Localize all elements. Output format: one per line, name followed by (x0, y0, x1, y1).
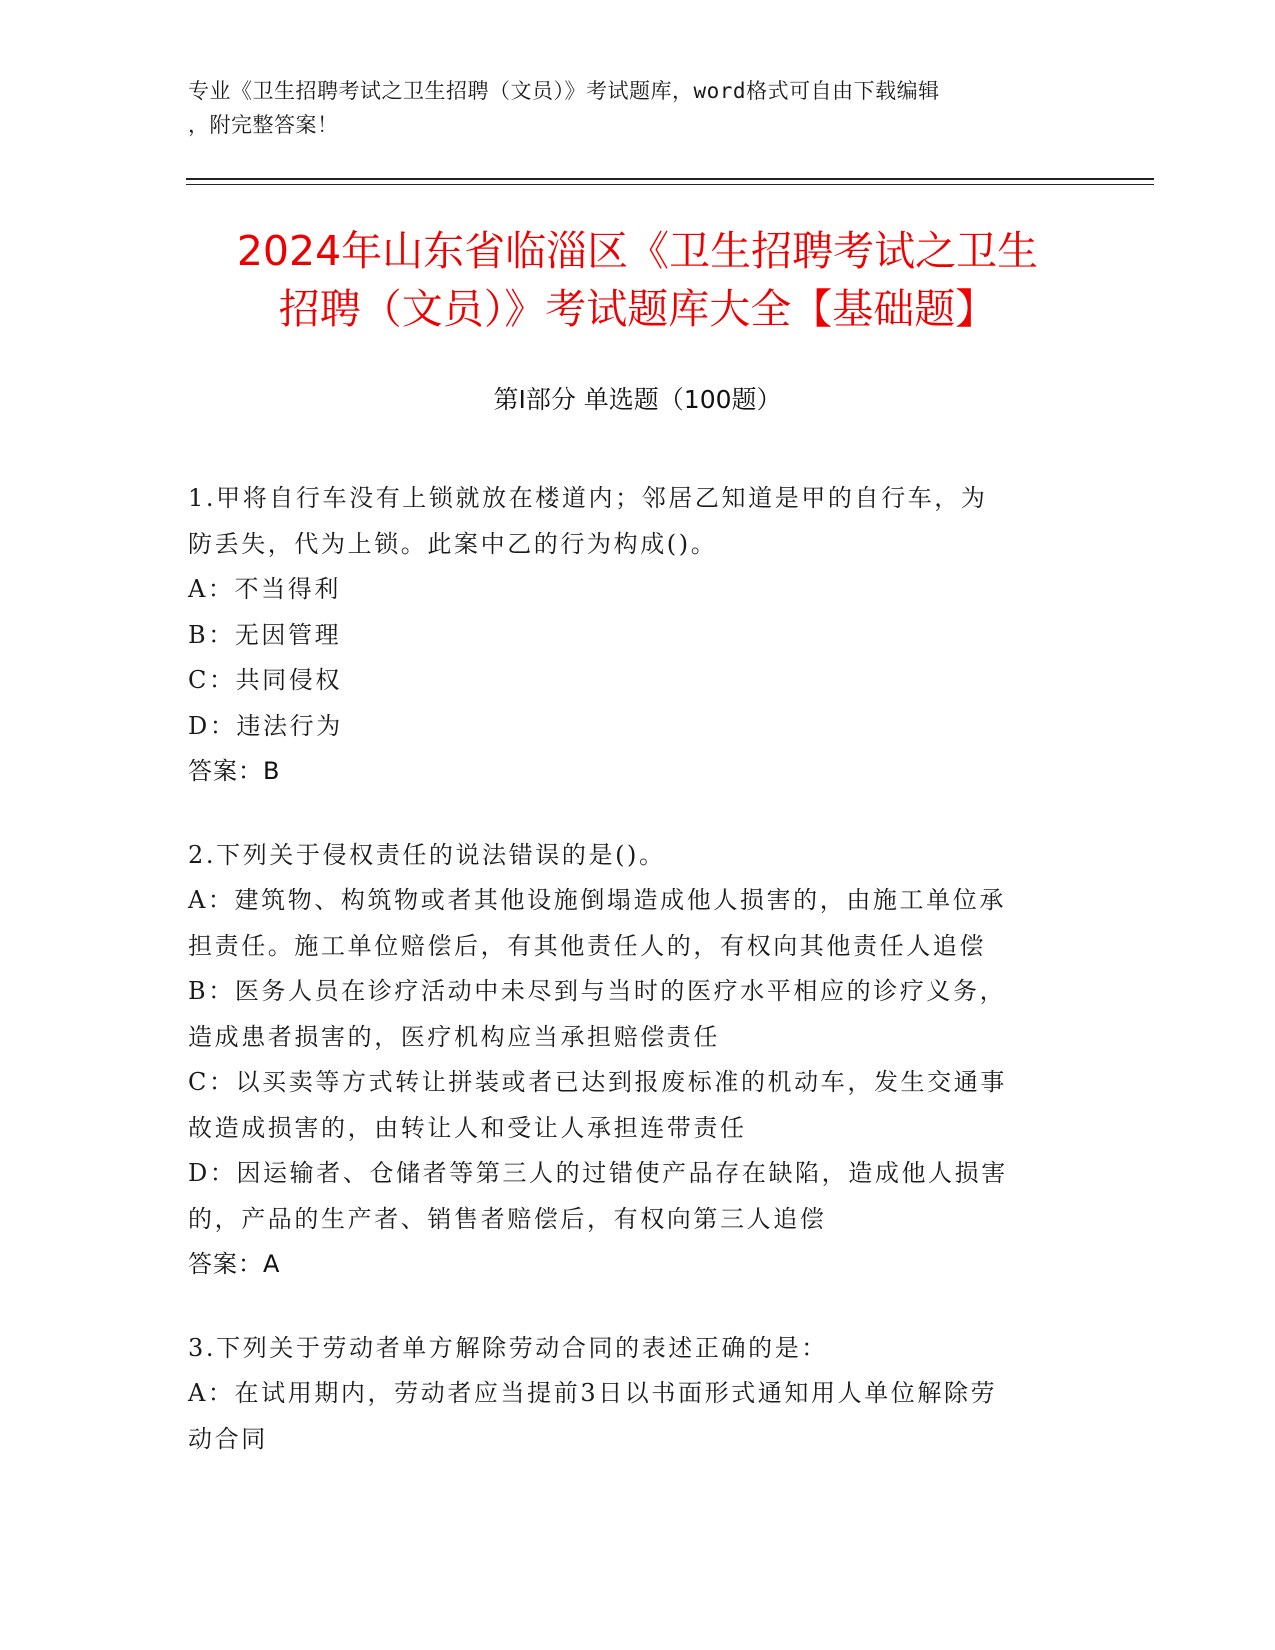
option-c: C：以买卖等方式转让拼装或者已达到报废标准的机动车，发生交通事 (188, 1068, 1007, 1096)
document-title (160, 222, 1115, 338)
header-note-line-1: 专业《卫生招聘考试之卫生招聘（文员）》考试题库，word格式可自由下载编辑 (188, 79, 940, 103)
header-divider-thin (186, 184, 1154, 185)
option-a-continued: 担责任。施工单位赔偿后，有其他责任人的，有权向其他责任人追偿 (188, 931, 986, 960)
option-a-continued: 动合同 (188, 1424, 268, 1453)
header-note (188, 74, 1068, 142)
header-note-line-2: ，附完整答案！ (188, 113, 339, 137)
option-a: A：在试用期内，劳动者应当提前3日以书面形式通知用人单位解除劳 (188, 1379, 998, 1407)
document-title-line-2: 招聘（文员）》考试题库大全【基础题】 (278, 285, 997, 333)
option-c-continued: 故造成损害的，由转让人和受让人承担连带责任 (188, 1113, 747, 1142)
question-stem-line: 2.下列关于侵权责任的说法错误的是()。 (188, 840, 666, 869)
option-a: A：建筑物、构筑物或者其他设施倒塌造成他人损害的，由施工单位承 (188, 886, 1006, 914)
question-2 (188, 833, 1068, 1288)
question-3 (188, 1326, 1068, 1463)
document-title-line-1: 2024年山东省临淄区《卫生招聘考试之卫生 (236, 227, 1039, 275)
option-d: D：因运输者、仓储者等第三人的过错使产品存在缺陷，造成他人损害 (188, 1159, 1008, 1187)
option-c: C：共同侵权 (188, 666, 342, 694)
question-list (188, 476, 1068, 1500)
question-stem-line: 1.甲将自行车没有上锁就放在楼道内；邻居乙知道是甲的自行车，为 (188, 484, 988, 512)
option-b: B：无因管理 (188, 620, 342, 649)
answer-label: 答案：B (188, 757, 281, 785)
option-b-continued: 造成患者损害的，医疗机构应当承担赔偿责任 (188, 1022, 720, 1051)
question-stem-line: 3.下列关于劳动者单方解除劳动合同的表述正确的是： (188, 1333, 828, 1362)
option-d-continued: 的，产品的生产者、销售者赔偿后，有权向第三人追偿 (188, 1204, 827, 1233)
question-1 (188, 476, 1068, 795)
header-divider-thick (186, 178, 1154, 180)
option-d: D：违法行为 (188, 711, 343, 740)
question-stem-line: 防丢失，代为上锁。此案中乙的行为构成()。 (188, 529, 718, 558)
answer-label: 答案：A (188, 1250, 281, 1278)
option-b: B：医务人员在诊疗活动中未尽到与当时的医疗水平相应的诊疗义务， (188, 977, 1007, 1005)
option-a: A：不当得利 (188, 575, 341, 603)
section-heading: 第Ⅰ部分 单选题（100题） (493, 385, 782, 414)
